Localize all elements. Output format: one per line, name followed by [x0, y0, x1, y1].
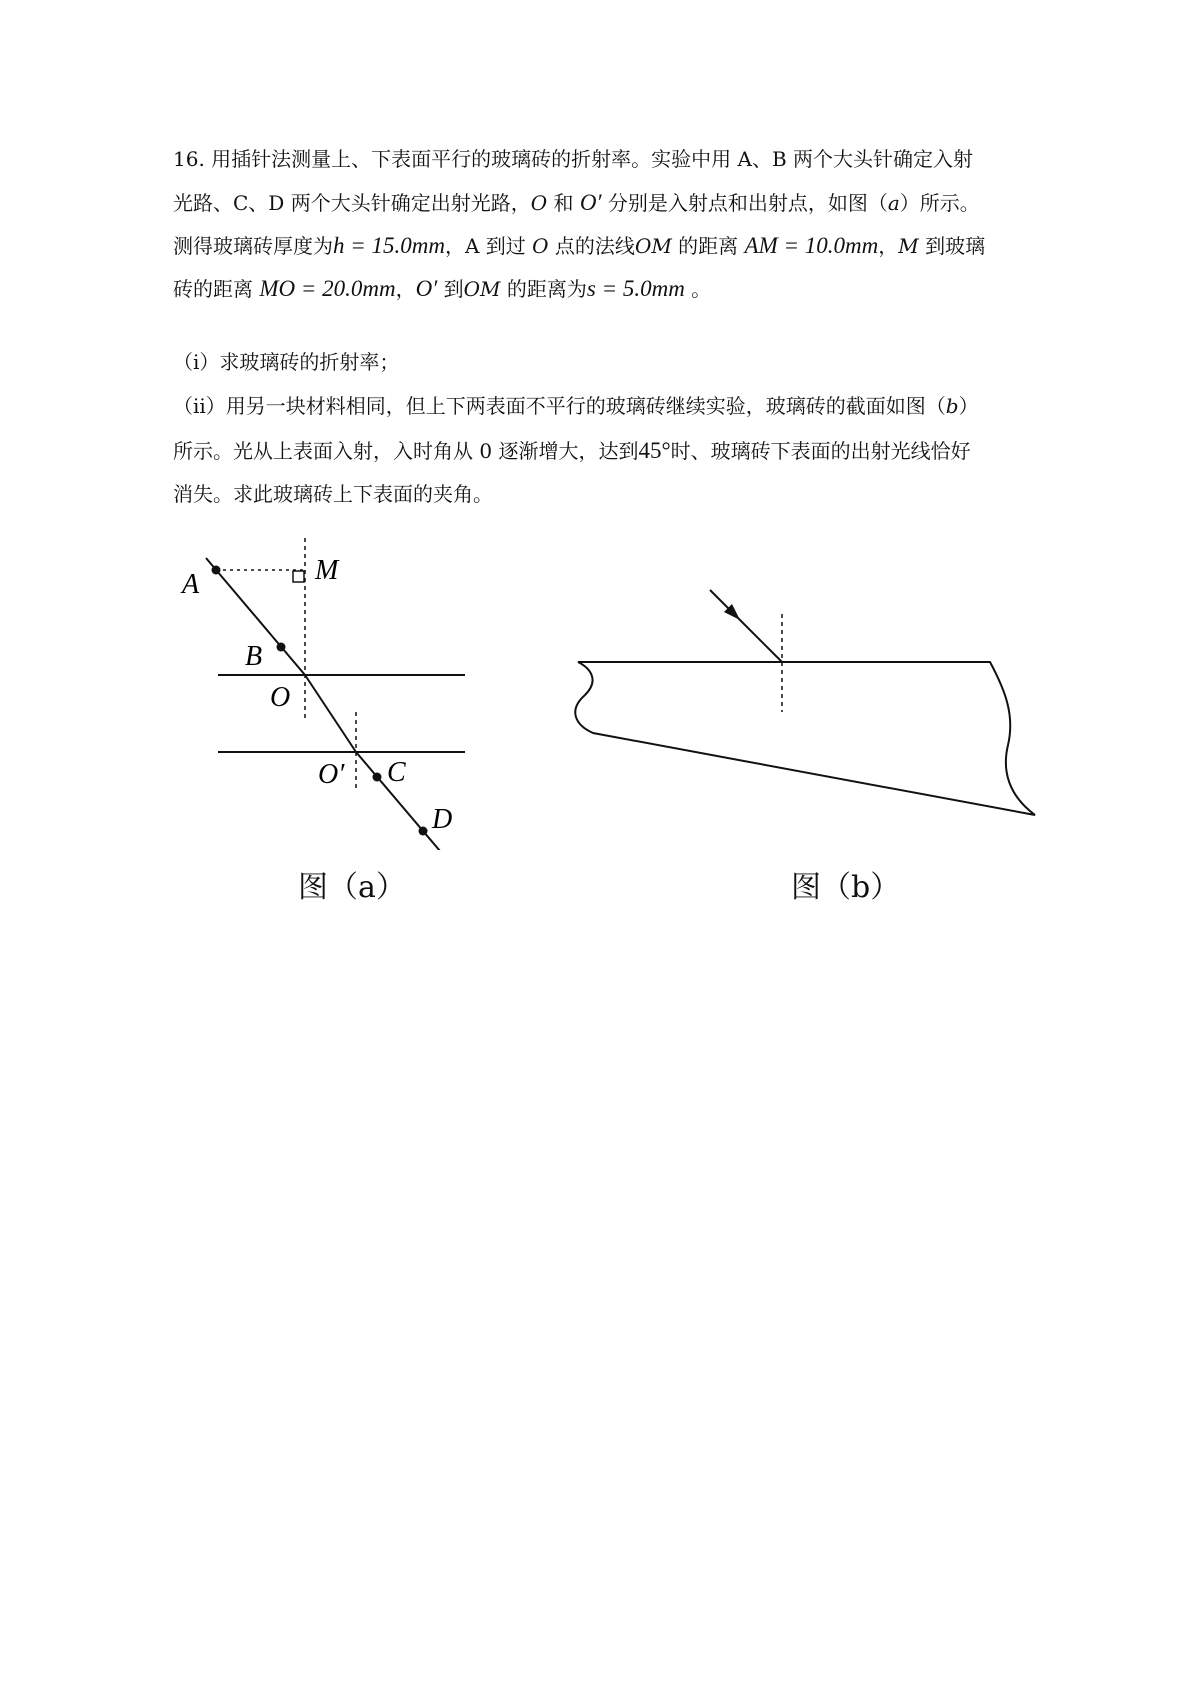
- label-C: C: [387, 757, 406, 788]
- label-D: D: [432, 804, 453, 835]
- label-A: A: [182, 569, 200, 600]
- question-number: 16.: [173, 147, 205, 171]
- right-angle-mark: [293, 571, 304, 582]
- figure-a-caption: 图（a）: [298, 870, 406, 905]
- question-part-1: （i）求玻璃砖的折射率；: [173, 350, 400, 374]
- refracted-ray: [305, 675, 356, 752]
- question-part-2-line-3: 消失。求此玻璃砖上下表面的夹角。: [173, 482, 493, 506]
- glass-block-outline: [575, 662, 1035, 815]
- incident-ray-b: [710, 590, 782, 662]
- pin-C: [373, 773, 382, 782]
- figure-a: [180, 520, 480, 850]
- question-part-2-line-2: 所示。光从上表面入射，入时角从 0 逐渐增大，达到45°时、玻璃砖下表面的出射光线恰好: [173, 438, 971, 463]
- pin-B: [277, 643, 286, 652]
- label-B: B: [245, 641, 263, 672]
- question-line-4: 砖的距离 MO = 20.0mm，O′ 到OM 的距离为s = 5.0mm 。: [173, 276, 712, 301]
- question-line-1: 16. 用插针法测量上、下表面平行的玻璃砖的折射率。实验中用 A、B 两个大头针确定入射: [173, 147, 974, 171]
- pin-D: [419, 827, 428, 836]
- figure-b: [570, 580, 1040, 830]
- label-O: O: [270, 682, 291, 713]
- label-M: M: [315, 555, 339, 586]
- question-line-3: 测得玻璃砖厚度为h = 15.0mm，A 到过 O 点的法线OM 的距离 AM = 10.0mm，M 到玻璃: [173, 233, 986, 258]
- question-line-2: 光路、C、D 两个大头针确定出射光路，O 和 O′ 分别是入射点和出射点，如图（a）所示。: [173, 190, 980, 215]
- figure-b-caption: 图（b）: [791, 870, 901, 905]
- question-part-2-line-1: （ii）用另一块材料相同，但上下两表面不平行的玻璃砖继续实验，玻璃砖的截面如图（b）: [173, 394, 979, 418]
- pin-A: [212, 566, 221, 575]
- label-Oprime: O′: [318, 759, 345, 790]
